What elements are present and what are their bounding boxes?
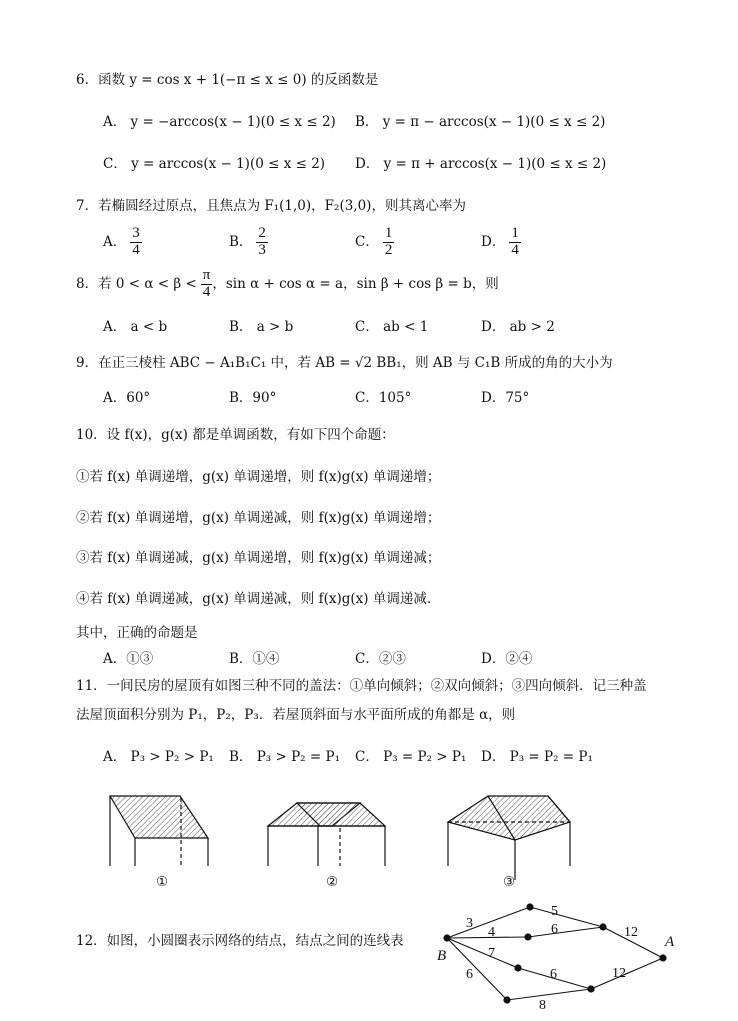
numerator: 3 <box>132 225 140 241</box>
edge-weight: 4 <box>488 925 495 940</box>
edge <box>591 958 663 989</box>
q8-option-c: C． ab < 1 <box>355 319 429 335</box>
q6-stem: 6．函数 y = cos x + 1(−π ≤ x ≤ 0) 的反函数是 <box>76 72 379 88</box>
q9-option-a: A．60° <box>103 390 151 406</box>
numerator: 1 <box>384 225 393 241</box>
node-label-a: A <box>665 934 675 950</box>
q8-option-b: B． a > b <box>229 319 294 335</box>
q11-option-a: A． P₃ > P₂ > P₁ <box>103 749 214 765</box>
node <box>524 933 531 940</box>
edge-weight: 6 <box>551 922 558 937</box>
edge <box>447 938 518 968</box>
option-label: D． <box>481 233 506 250</box>
q10-proposition-3: ③若 f(x) 单调递减，g(x) 单调递增，则 f(x)g(x) 单调递减； <box>76 550 441 566</box>
q8-option-d: D． ab > 2 <box>481 319 555 335</box>
q9-option-b: B．90° <box>229 390 277 406</box>
node <box>599 923 606 930</box>
edge <box>530 907 603 927</box>
q11-option-d: D． P₃ = P₂ = P₁ <box>481 749 593 765</box>
node <box>503 996 510 1003</box>
edge-weight: 12 <box>612 966 626 981</box>
option-label: C． <box>355 233 379 250</box>
edge-weight: 5 <box>551 904 558 919</box>
q10-proposition-4: ④若 f(x) 单调递减，g(x) 单调递减，则 f(x)g(x) 单调递减. <box>76 591 432 607</box>
q10-stem: 10．设 f(x)，g(x) 都是单调函数，有如下四个命题： <box>76 427 395 443</box>
node-a <box>659 954 666 961</box>
option-label: A． <box>103 233 127 250</box>
q9-option-c: C．105° <box>355 390 412 406</box>
denominator: 4 <box>132 241 140 258</box>
node-label-b: B <box>437 948 447 964</box>
fig-label-1: ① <box>156 874 169 890</box>
edge-weight: 6 <box>550 967 557 982</box>
q8-stem-post: ，sin α + cos α = a，sin β + cos β = b，则 <box>212 275 499 292</box>
edge-weight: 7 <box>488 946 495 961</box>
q8-option-a: A． a < b <box>103 319 168 335</box>
q6-option-b: B． y = π − arccos(x − 1)(0 ≤ x ≤ 2) <box>355 114 606 130</box>
q7-stem: 7．若椭圆经过原点，且焦点为 F₁(1,0)，F₂(3,0)，则其离心率为 <box>76 198 466 214</box>
q11-option-b: B． P₃ > P₂ = P₁ <box>229 749 340 765</box>
q10-ask: 其中，正确的命题是 <box>76 625 198 641</box>
q12-stem: 12．如图，小圆圈表示网络的结点，结点之间的连线表 <box>76 933 404 949</box>
numerator: π <box>202 267 211 283</box>
q6-option-d: D． y = π + arccos(x − 1)(0 ≤ x ≤ 2) <box>355 156 607 172</box>
node <box>526 903 533 910</box>
edge <box>447 938 507 1000</box>
q10-proposition-2: ②若 f(x) 单调递增，g(x) 单调递减，则 f(x)g(x) 单调递增； <box>76 510 441 526</box>
q9-option-d: D．75° <box>481 390 530 406</box>
numerator: 2 <box>258 225 266 241</box>
q10-option-a: A．①③ <box>103 651 154 667</box>
edge-weight: 8 <box>539 998 546 1013</box>
q10-proposition-1: ①若 f(x) 单调递增，g(x) 单调递增，则 f(x)g(x) 单调递增； <box>76 469 441 485</box>
q10-option-c: C．②③ <box>355 651 406 667</box>
network-edges <box>447 907 663 1000</box>
node <box>587 985 594 992</box>
q11-stem-line2: 法屋顶面积分别为 P₁，P₂，P₃．若屋顶斜面与水平面所成的角都是 α，则 <box>76 707 516 723</box>
denominator: 3 <box>258 241 266 258</box>
node-b <box>443 934 450 941</box>
q8-stem-pre: 8．若 0 < α < β < <box>76 275 197 292</box>
option-label: B． <box>229 233 253 250</box>
fig-label-3: ③ <box>503 874 516 890</box>
denominator: 4 <box>202 283 211 300</box>
denominator: 4 <box>511 241 519 258</box>
q6-option-c: C． y = arccos(x − 1)(0 ≤ x ≤ 2) <box>103 156 326 172</box>
q6-option-a: A． y = −arccos(x − 1)(0 ≤ x ≤ 2) <box>103 114 336 130</box>
edge <box>507 989 591 1000</box>
edge-weight: 6 <box>466 967 473 982</box>
fig-label-2: ② <box>326 874 339 890</box>
node <box>514 964 521 971</box>
edge-weight: 12 <box>624 925 638 940</box>
denominator: 2 <box>384 241 393 258</box>
q11-stem-line1: 11．一间民房的屋顶有如图三种不同的盖法：①单向倾斜；②双向倾斜；③四向倾斜．记三种盖 <box>76 678 647 694</box>
q10-option-d: D．②④ <box>481 651 533 667</box>
q9-stem: 9．在正三棱柱 ABC − A₁B₁C₁ 中，若 AB = √2 BB₁，则 AB 与 C₁B 所成的角的大小为 <box>76 355 613 371</box>
edge-weight: 3 <box>466 916 473 931</box>
numerator: 1 <box>511 225 519 241</box>
edge <box>528 927 603 937</box>
q10-option-b: B．①④ <box>229 651 280 667</box>
q11-option-c: C． P₃ = P₂ > P₁ <box>355 749 467 765</box>
